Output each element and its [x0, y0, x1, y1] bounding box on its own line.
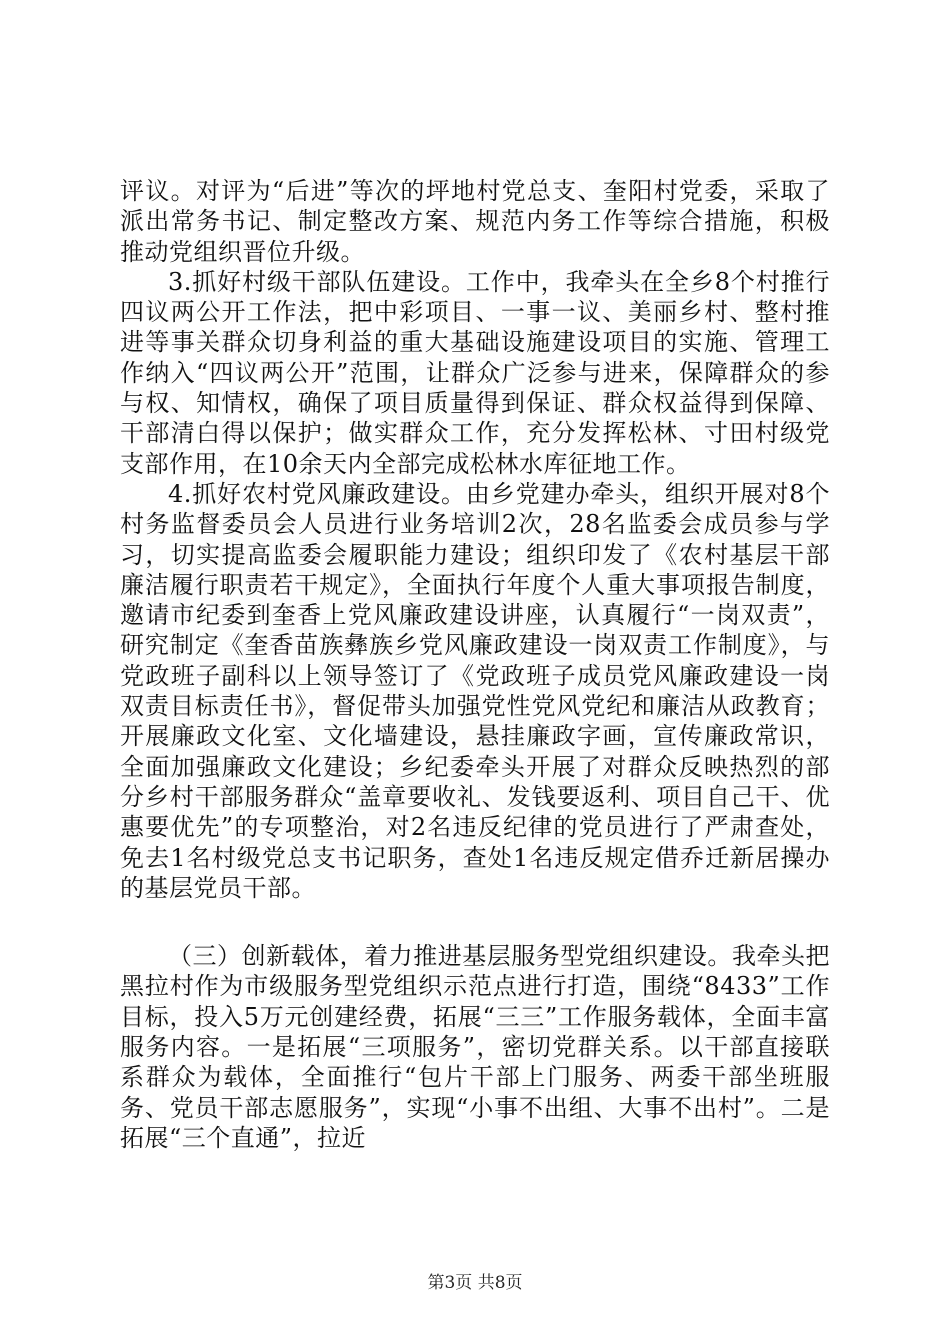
paragraph-continued-evaluation: 评议。对评为“后进”等次的坪地村党总支、奎阳村党委，采取了派出常务书记、制定整改方案、规范内务工作等综合措施，积极推动党组织晋位升级。: [120, 177, 830, 266]
paragraph-party-integrity: 4.抓好农村党风廉政建设。由乡党建办牵头，组织开展对8个村务监督委员会人员进行业务培训2次，28名监委会成员参与学习，切实提高监委会履职能力建设；组织印发了《农村基层干部廉洁履行职责若干规定》，全面执行年度个人重大事项报告制度，邀请市纪委到奎香上党风廉政建设讲座，认真履行“一岗双责”，研究制定《奎香苗族彝族乡党风廉政建设一岗双责工作制度》，与党政班子副科以上领导签订了《党政班子成员党风廉政建设一岗双责目标责任书》，督促带头加强党性党风党纪和廉洁从政教育；开展廉政文化室、文化墙建设，悬挂廉政字画，宣传廉政常识，全面加强廉政文化建设；乡纪委牵头开展了对群众反映热烈的部分乡村干部服务群众“盖章要收礼、发钱要返利、项目自己干、优惠要优先”的专项整治，对2名违反纪律的党员进行了严肃查处，免去1名村级党总支书记职务，查处1名违反规定借乔迁新居操办的基层党员干部。: [120, 479, 830, 902]
document-body: [120, 176, 830, 1153]
page-footer: [0, 1272, 950, 1294]
page-number: 第3页 共8页: [427, 1273, 523, 1293]
paragraph-service-party-organization: （三）创新载体，着力推进基层服务型党组织建设。我牵头把黑拉村作为市级服务型党组织示范点进行打造，围绕“8433”工作目标，投入5万元创建经费，拓展“三三”工作服务载体，全面丰富服务内容。一是拓展“三项服务”，密切党群关系。以干部直接联系群众为载体，全面推行“包片干部上门服务、两委干部坐班服务、党员干部志愿服务”，实现“小事不出组、大事不出村”。二是拓展“三个直通”，拉近: [120, 942, 830, 1152]
paragraph-village-cadre-team: 3.抓好村级干部队伍建设。工作中，我牵头在全乡8个村推行四议两公开工作法，把中彩项目、一事一议、美丽乡村、整村推进等事关群众切身利益的重大基础设施建设项目的实施、管理工作纳入“四议两公开”范围，让群众广泛参与进来，保障群众的参与权、知情权，确保了项目质量得到保证、群众权益得到保障、干部清白得以保护；做实群众工作，充分发挥松林、寸田村级党支部作用，在10余天内全部完成松林水库征地工作。: [120, 267, 830, 478]
